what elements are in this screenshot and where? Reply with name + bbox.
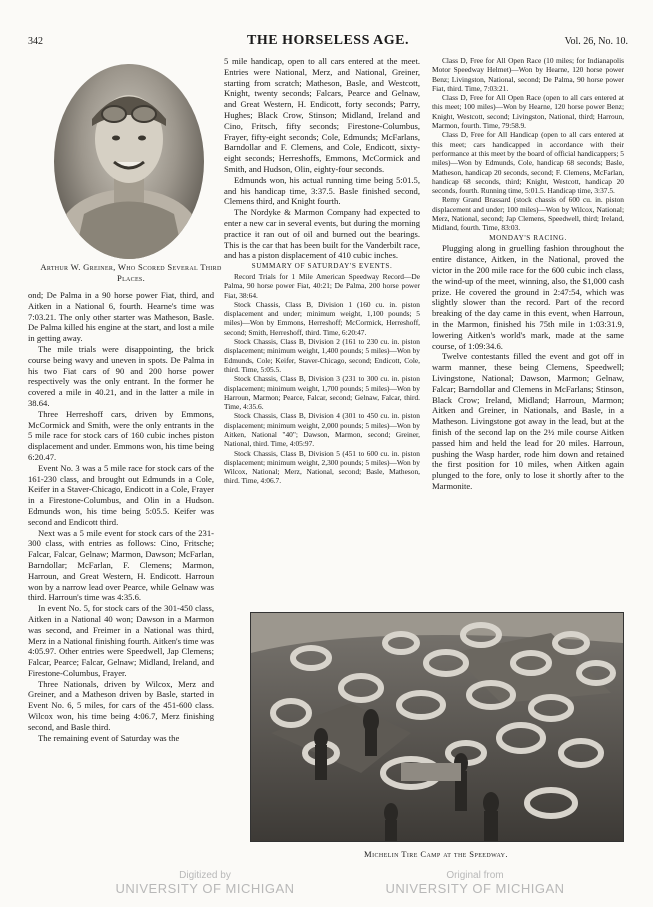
summary-heading: SUMMARY OF SATURDAY'S EVENTS.: [251, 262, 393, 271]
original-from-source: UNIVERSITY OF MICHIGAN: [385, 881, 565, 896]
paragraph: ond; De Palma in a 90 horse power Fiat, third, and Aitken in a National 6, fourth. Hearne's time was 7:03.21. The only other starter was Matheson, Basle. De Palma killed his engine at the start, and lost a mile in getting away.: [28, 290, 214, 344]
tire-camp-photo: [250, 612, 624, 842]
paragraph: Next was a 5 mile event for stock cars of the 231-300 class, with entries as follows: Cino, Fritsche; Falcar, Falcar, Gelnaw; Marmon, Dawson; McFarlan, Barndollar; McFarlan, F. Clemens; Marmon, Harroun, and Great Western, H. Endicott. Harroun won by a narrow lead over Pearce, while Gelnaw was third. Harroun's time was 4:35.6.: [28, 527, 214, 603]
summary-entry: Stock Chassis, Class B, Division 3 (231 to 300 cu. in. piston displacement; minimum weight, 1,700 pounds; 5 miles)—Won by Harroun, Marmon; Pearce, Falcar, second; Gelnaw, Falcar, third. Time, 4:35.6.: [224, 374, 420, 412]
paragraph: Edmunds won, his actual running time being 5:01.5, and his handicap time, 3:37.5. Basle finished second, Clemens third, and Knight fourth.: [224, 174, 420, 207]
footer-right: [375, 870, 575, 896]
paragraph: In event No. 5, for stock cars of the 301-450 class, Aitken in a National 40 won; Dawson in a Marmon was second, and Freimer in a National was third, Merz in a National finishing fourth. Aitken's time was 4:05.97. Other entries were Speedwell, Jap Clemens; Falcar, Pearce; Falcar, Gelnaw; Midland, Ireland, and Firestone-Columbus, Frayer.: [28, 603, 214, 678]
paragraph: The Nordyke & Marmon Company had expected to enter a new car in several events, but during the morning practice it ran out of oil and burned out the bearings. This is the car that has been built for the Vanderbilt race, and has a piston displacement of 410 cubic inches.: [224, 207, 420, 261]
summary-entry: Class D, Free for All Open Race (10 miles; for Indianapolis Motor Speedway Helmet)—Won by Hearne, 120 horse power Benz; Livingston, National, second; De Palma, 90 horse power Fiat, third. Time, 7:03:21.: [432, 56, 624, 93]
portrait-caption: Arthur W. Greiner, Who Scored Several Third Places.: [40, 262, 222, 283]
paragraph: Plugging along in gruelling fashion throughout the entire distance, Aitken, in the National, proved the victor in the 200 mile race for the 600 cubic inch class, the wind-up of the meet, winning, also, the $1,000 cash prize. He covered the ground in 2:47:54, which was slightly slower than the record. Part of the record breaking of the day came in this event, when Harroun, in the Marmon, finished his 75th mile in 1:03:31.9, lowering Aitken's world's mark, made at the same course, of 1:09:34.6.: [432, 243, 624, 351]
summary-entry: Stock Chassis, Class B, Division 1 (160 cu. in. piston displacement and under; minimum weight, 1,100 pounds; 5 miles)—Won by Emmons, Herreshoff; McCormick, Herreshoff, second; Smith, Herreshoff, third. Time, 6:20:47.: [224, 299, 420, 337]
paragraph: Three Nationals, driven by Wilcox, Merz and Greiner, and a Matheson driven by Basle, started in Event No. 6, 5 miles, for cars of the 451-600 class. Wilcox won, his time being 4:06.7, Merz finishing second, and Basle third.: [28, 678, 214, 732]
column-2: [224, 56, 420, 486]
paragraph: The mile trials were disappointing, the brick course being wavy and uneven in spots. De Palma in his two Fiat cars of 90 and 200 horse power respectively was the only entrant. In the former he covered a mile in 40.21, and in the latter a mile in 38.64.: [28, 343, 214, 408]
summary-entry: Stock Chassis, Class B, Division 5 (451 to 600 cu. in. piston displacement; minimum weight, 2,300 pounds; 5 miles)—Won by Wilcox, National; Merz, National, second; Basle, Matheson, third. Time, 4:06.7.: [224, 448, 420, 486]
page-number: 342: [28, 36, 43, 47]
paragraph: 5 mile handicap, open to all cars entered at the meet. Entries were National, Merz, and National, Greiner, starting from scratch; Matheson, Basle, and Westcott, Knight, twenty seconds; Falcars, Pearce and Gelnaw, and Great Western, H. Endicott, forty seconds; Parry, Hughes; Black Crow, Stinson; Midland, Ireland and Cino, Fritsch, fifty seconds; Firestone-Columbus, Frayer, fifty-eight seconds; Cole, Edmunds; McFarlans, Barndollar and F. Clemens, and Cole, Endicott, sixty-eight seconds; Herreshoffs, Emmons, McCormick and Smith, and Hudson, Olin, eighty-four seconds.: [224, 56, 420, 174]
paragraph: The remaining event of Saturday was the: [38, 732, 180, 743]
column-3: [432, 56, 624, 492]
volume-number: Vol. 26, No. 10.: [564, 36, 628, 47]
photo-caption: Michelin Tire Camp at the Speedway.: [364, 849, 508, 859]
summary-entry: Class D, Free for All Handicap (open to all cars entered at this meet; cars handicapped in accordance with their performance at this meet by the board of official handicappers; 5 miles)—Won by Edmunds, Cole, handicap 68 seconds; Basle, Matheson, handicap 20 seconds, second; F. Clemens, McFarlan, handicap 68 seconds, third; Knight, Westcott, handicap 20 seconds, fourth. Running time, 5:01.5. Handicap time, 3:37.5.: [432, 130, 624, 196]
footer-left: [105, 870, 305, 896]
paragraph: Event No. 3 was a 5 mile race for stock cars of the 161-230 class, and brought out Edmunds in a Cole, Keifer in a Staver-Chicago, Endicott in a Cole, Frayer in a Firestone-Columbus, and Olin in a Hudson. Edmunds won, his time being 5:05.5. Keifer was second and Endicott third.: [28, 462, 214, 527]
summary-entry: Record Trials for 1 Mile American Speedway Record—De Palma, 90 horse power Fiat, 40:21; De Palma, 200 horse power Fiat, 38:64.: [224, 271, 420, 300]
summary-entry: Remy Grand Brassard (stock chassis of 600 cu. in. piston displacement and under; 100 miles)—Won by Wilcox, National; Merz, National, second; Jap Clemens, Speedwell, third; Ireland, Midland, fourth. Time, 83:03.: [432, 195, 624, 233]
digitized-by-label: Digitized by: [179, 870, 231, 881]
summary-entry: Stock Chassis, Class B, Division 4 (301 to 450 cu. in. piston displacement; minimum weight, 2,000 pounds; 5 miles)—Won by Aitken, National "40"; Dawson, Marmon, second; Greiner, National, third. Time, 4:05:97.: [224, 411, 420, 449]
paragraph: Three Herreshoff cars, driven by Emmons, McCormick and Smith, were the only entrants in the 5 mile race for stock cars of 160 cubic inches piston displacement and under. Emmons won, his time being 6:20.47.: [28, 408, 214, 462]
summary-entry: Class D, Free for All Open Race (open to all cars entered at this meet; 100 miles)—Won by Hearne, 120 horse power Benz; Knight, Westcott, second; Livingston, National, third; Harroun, Marmon, fourth. Time, 79:58.9.: [432, 93, 624, 131]
summary-entry: Stock Chassis, Class B, Division 2 (161 to 230 cu. in. piston displacement; minimum weight, 1,400 pounds; 5 miles)—Won by Edmunds, Cole; Keifer, Staver-Chicago, second; Endicott, Cole, third. Time, 5:05.5.: [224, 337, 420, 374]
column-1: [28, 290, 214, 743]
original-from-label: Original from: [446, 870, 504, 881]
monday-heading: MONDAY'S RACING.: [489, 233, 567, 242]
digitized-by-source: UNIVERSITY OF MICHIGAN: [115, 881, 295, 896]
page-title: THE HORSELESS AGE.: [247, 33, 409, 48]
paragraph: Twelve contestants filled the event and got off in warm manner, these being Clemens, Speedwell; Livingstone, National; Dawson, Marmon; Gelnaw, Falcar; Barndollar and Clemens in McFarlans; Stinson, Black Crow; Ireland, Midland; Harroun, Marmon; Aitken and Greiner, in Nationals, and Basle, in a Matheson. Livingstone got away in the lead, but at the finish of the second lap on the 2½ mile course Aitken passed him and held the lead for 20 miles. Harroun, pushing the Wasp harder, rode him down and retained the first position for 10 miles, when Aitken again plunged to the fore, only to lose it shortly after to the Marmonite.: [432, 351, 624, 491]
portrait-photo: [54, 64, 204, 259]
page-header: [28, 33, 628, 50]
